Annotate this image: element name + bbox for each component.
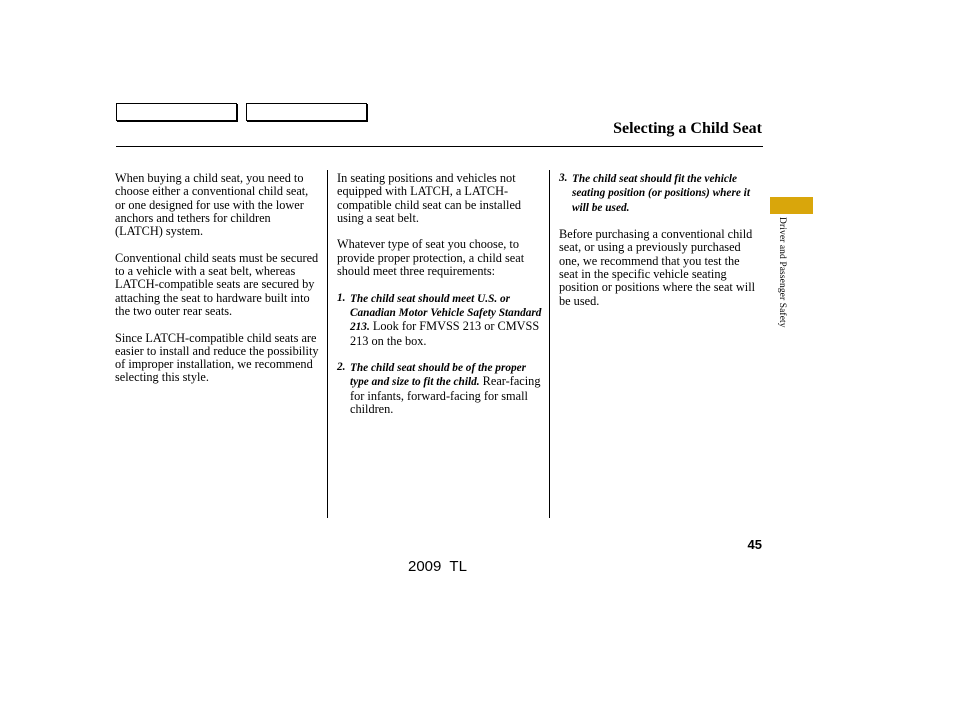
section-tab[interactable] [770,197,813,214]
requirement-number: 2. [337,361,346,374]
title-rule [116,146,763,147]
column-3 [559,172,759,321]
requirement-number: 1. [337,291,346,304]
column-1 [115,172,321,398]
column-divider [549,170,550,518]
paragraph: When buying a child seat, you need to choose either a conventional child seat, or one designed for use with the lower anchors and tethers for children (LATCH) system. [115,171,309,239]
requirement-lead: The child seat should meet U.S. or Canadian Motor Vehicle Safety Standard 213. [350,292,542,334]
column-divider [327,170,328,518]
page-title: Selecting a Child Seat [613,120,762,137]
paragraph: In seating positions and vehicles not equipped with LATCH, a LATCH-compatible child seat can be installed using a seat belt. [337,171,522,225]
paragraph: Conventional child seats must be secured to a vehicle with a seat belt, whereas LATCH-compatible seats are secured by attaching the seat to hardware built into the two outer rear seats. [115,250,319,318]
column-2 [337,172,544,430]
paragraph: Before purchasing a conventional child seat, or using a previously purchased one, we recommend that you test the seat in the specific vehicle seating position or positions where the seat will be used. [559,227,756,308]
requirement-text: Rear-facing for infants, forward-facing for small children. [350,374,541,417]
requirement-lead: The child seat should be of the proper type and size to fit the child. [350,362,527,389]
paragraph: Since LATCH-compatible child seats are easier to install and reduce the possibility of improper installation, we recommend selecting this style. [115,330,319,385]
requirement-lead: The child seat should fit the vehicle seating position (or positions) where it will be used. [572,173,750,214]
paragraph: Whatever type of seat you choose, to provide proper protection, a child seat should meet three requirements: [337,237,525,279]
requirement-text: Look for FMVSS 213 or CMVSS 213 on the box. [350,319,540,348]
footer-model: 2009 TL [408,558,467,575]
nav-button-previous[interactable] [116,103,237,121]
requirement-number: 3. [559,172,568,184]
requirement-2 [337,361,544,416]
page-number: 45 [747,537,762,552]
requirement-3 [559,172,759,215]
requirement-1 [337,292,544,348]
section-label: Driver and Passenger Safety [777,217,787,328]
nav-button-next[interactable] [246,103,367,121]
